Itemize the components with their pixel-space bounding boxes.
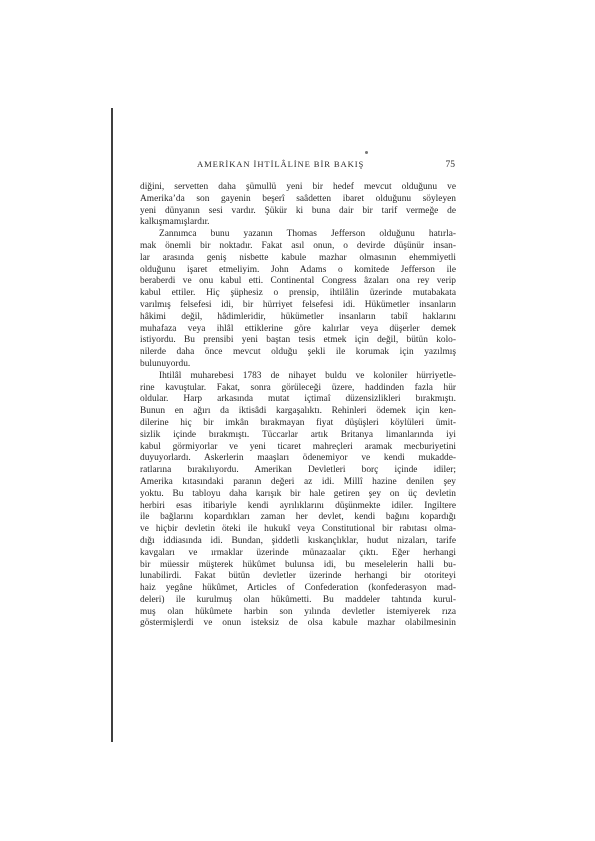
running-head: AMERİKAN İHTİLÂLİNE BİR BAKIŞ (197, 159, 365, 169)
text-line: deleri) ile kurulmuş olan hükûmetti. Bu maddeler tahtında kurul- (140, 594, 456, 605)
text-line: kabul ettiler. Hiç şüphesiz o prensip, ihtilâlin üzerinde mutabakata (140, 288, 456, 299)
scan-speck (365, 151, 368, 154)
text-line: kabul görmiyorlar ve yeni ticaret mahreçleri aramak mecburiyetini (140, 441, 456, 452)
text-line: ile bağlarını kopardıkları zaman her devlet, kendi bağını kopardığı (140, 512, 456, 523)
text-line: Bunun en ağırı da iktisâdi kargaşalıktı. Rehinleri ödemek için ken- (140, 406, 456, 417)
text-line: rine kavuştular. Fakat, sonra görüleceği üzere, haddinden fazla hür (140, 382, 456, 393)
text-line: olduğunu işaret etmeliyim. John Adams o komitede Jefferson ile (140, 264, 456, 275)
body-text (140, 182, 456, 630)
text-line: diğini, servetten daha şümullü yeni bir hedef mevcut olduğunu ve (140, 182, 456, 192)
text-line: istiyordu. Bu prensibi yeni baştan tesis etmek için değil, bütün kolo- (140, 335, 456, 346)
text-line: nilerde daha önce mevcut olduğu şekli ile korumak için yazılmış (140, 347, 456, 358)
text-line: lar arasında geniş nisbette kabule mazhar olmasının ehemmiyetli (140, 252, 456, 263)
text-line: hâkimi değil, hâdimleridir, hükümetler insanların tabiî haklarını (140, 311, 456, 322)
text-line: kalkışmamışlardır. (140, 217, 210, 228)
text-line: dığı iddiasında idi. Bundan, şiddetli kıskançlıklar, hudut nizaları, tarife (140, 535, 456, 546)
text-line: mak önemli bir noktadır. Fakat asıl onun, o devirde düşünür insan- (140, 240, 456, 251)
text-line: sizlik içinde bırakmıştı. Tüccarlar artık Britanya limanlarında iyi (140, 429, 456, 440)
text-line: muhafaza veya ihlâl ettiklerine göre kalırlar veya düşerler demek (140, 323, 456, 334)
text-line: bir müessir müşterek hükûmet bulunsa idi, bu meselelerin halli bu- (140, 559, 456, 570)
text-line: beraberdi ve onu kabul etti. Continental Congress âzaları ona rey verip (140, 276, 456, 287)
text-line: Amerika kıtasındaki paranın değeri az idi. Millî hazine denilen şey (140, 476, 456, 487)
text-line: kavgaları ve ırmaklar üzerinde münazaalar çıktı. Eğer herhangi (140, 547, 456, 558)
text-line: İhtilâl muharebesi 1783 de nihayet buldu ve koloniler hürriyetle- (159, 370, 456, 381)
page-header (197, 159, 455, 173)
text-line: dilerine hiç bir imkân bırakmayan fiyat düşüşleri köylüleri ümit- (140, 417, 456, 428)
text-line: yoktu. Bu tabloyu daha karışık bir hale getiren şey on üç devletin (140, 488, 456, 499)
text-line: varılmış felsefesi idi, bir hürriyet felsefesi idi. Hükümetler insanların (140, 299, 456, 310)
text-line: haiz yegâne hükûmet, Articles of Confederation (konfederasyon mad- (140, 583, 456, 594)
text-line: yeni dünyanın sesi vardır. Şükür ki buna dair bir tarif vermeğe de (140, 205, 456, 216)
text-line: Zannımca bunu yazanın Thomas Jefferson olduğunu hatırla- (159, 229, 456, 240)
scan-edge-line (111, 108, 113, 742)
page-number: 75 (445, 160, 455, 170)
text-line: ve hiçbir devletin öteki ile hukukî veya Constitutional bir rabıtası olma- (140, 524, 456, 535)
text-line: muş olan hükûmete harbin son yılında devletler istemiyerek rıza (140, 606, 456, 617)
text-line: oldular. Harp arkasında mutat içtimaî düzensizlikleri bırakmıştı. (140, 394, 456, 405)
text-line: duyuyorlardı. Askerlerin maaşları ödenemiyor ve kendi mukadde- (140, 453, 456, 464)
text-line: lunabilirdi. Fakat bütün devletler üzerinde herhangi bir otoriteyi (140, 571, 456, 582)
text-line: göstermişlerdi ve onun isteksiz de olsa kabule mazhar olabilmesinin (140, 618, 456, 629)
text-line: Amerika’da son gayenin beşerî saâdetten ibaret olduğunu söyleyen (140, 193, 456, 204)
text-line: ratlarına bırakılıyordu. Amerikan Devletleri borç içinde idiler; (140, 465, 456, 476)
text-line: bulunuyordu. (140, 358, 191, 369)
text-line: herbiri esas itibariyle kendi ayrılıklarını düşünmekte idiler. İngiltere (140, 500, 456, 511)
